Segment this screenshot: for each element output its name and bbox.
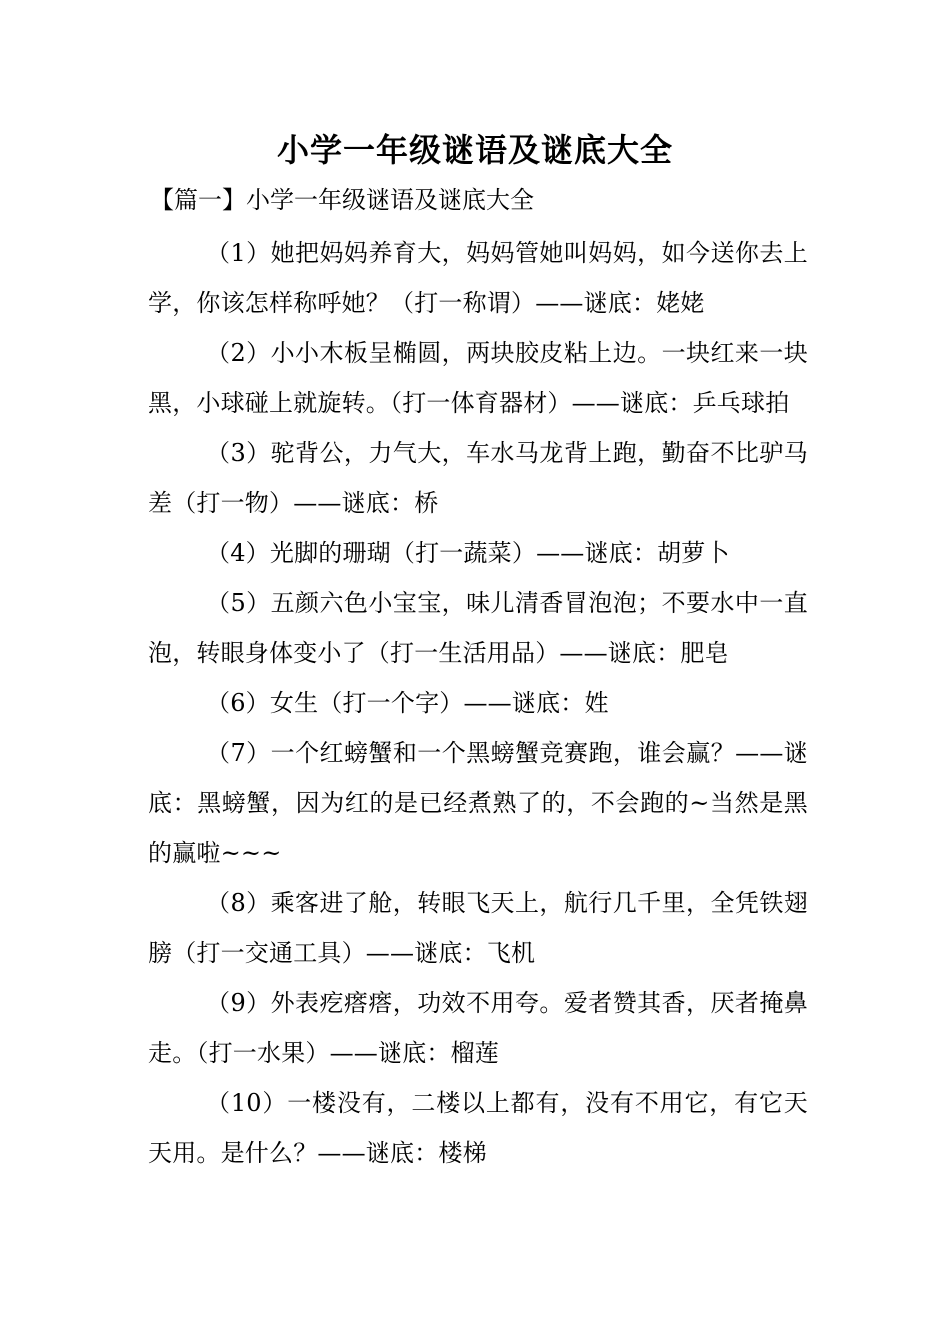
riddle-item: （5）五颜六色小宝宝，味儿清香冒泡泡；不要水中一直泡，转眼身体变小了（打一生活用品）——谜底：肥皂 [148, 589, 808, 667]
riddle-item: （10）一楼没有，二楼以上都有，没有不用它，有它天天用。是什么？——谜底：楼梯 [148, 1089, 808, 1167]
section-heading: 【篇一】小学一年级谜语及谜底大全 [150, 186, 534, 214]
riddle-item: （4）光脚的珊瑚（打一蔬菜）——谜底：胡萝卜 [206, 539, 730, 567]
riddle-list [148, 228, 808, 1178]
document-title: 小学一年级谜语及谜底大全 [276, 131, 673, 169]
riddle-item: （7）一个红螃蟹和一个黑螃蟹竞赛跑，谁会赢？——谜底：黑螃蟹，因为红的是已经煮熟了的，不会跑的~当然是黑的赢啦~~~ [148, 739, 808, 867]
riddle-item: （3）驼背公，力气大，车水马龙背上跑，勤奋不比驴马差（打一物）——谜底：桥 [148, 439, 808, 517]
riddle-item: （6）女生（打一个字）——谜底：姓 [206, 689, 609, 717]
riddle-item: （1）她把妈妈养育大，妈妈管她叫妈妈，如今送你去上学，你该怎样称呼她？（打一称谓）——谜底：姥姥 [148, 239, 808, 317]
riddle-item: （2）小小木板呈椭圆，两块胶皮粘上边。一块红来一块黑，小球碰上就旋转。（打一体育器材）——谜底：乒乓球拍 [148, 339, 808, 417]
riddle-item: （8）乘客进了舱，转眼飞天上，航行几千里，全凭铁翅膀（打一交通工具）——谜底：飞机 [148, 889, 808, 967]
riddle-item: （9）外表疙瘩瘩，功效不用夸。爱者赞其香，厌者掩鼻走。（打一水果）——谜底：榴莲 [148, 989, 808, 1067]
